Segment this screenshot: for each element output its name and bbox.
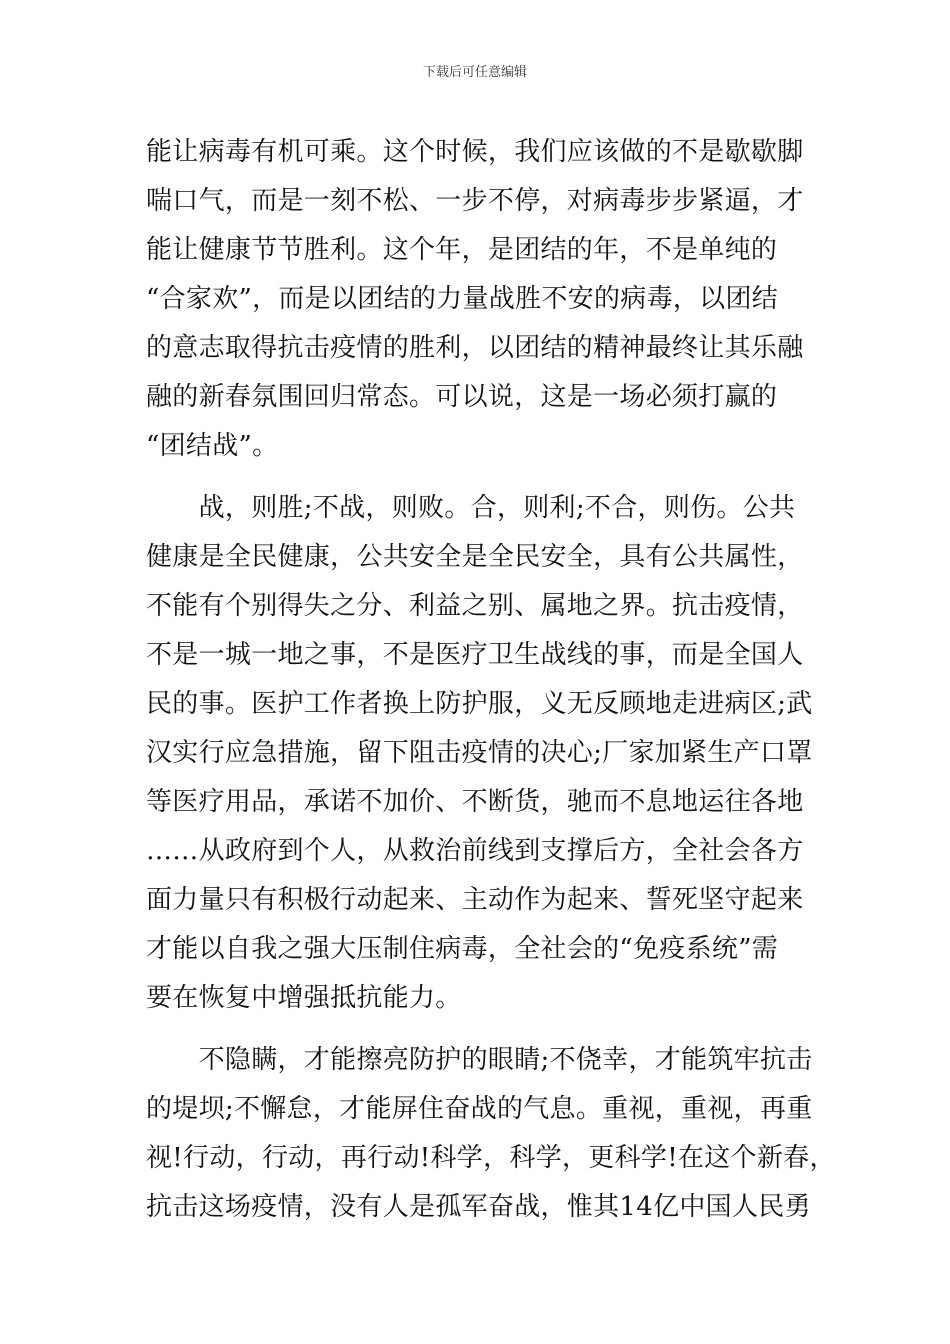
text-line: 融的新春氛围回归常态。可以说，这是一场必须打赢的 — [146, 382, 778, 412]
text-line: 汉实行应急措施，留下阻击疫情的决心;厂家加紧生产口罩 — [146, 738, 813, 768]
paragraph-1 — [146, 128, 836, 471]
text-line: “团结战”。 — [146, 431, 279, 461]
paragraph-spacer — [146, 471, 836, 484]
text-line: 抗击这场疫情，没有人是孤军奋战，惟其14亿中国人民勇 — [146, 1192, 811, 1222]
text-line: 战，则胜;不战，则败。合，则利;不合，则伤。公共 — [146, 493, 796, 523]
text-line: 不是一城一地之事，不是医疗卫生战线的事，而是全国人 — [146, 640, 804, 670]
text-line: 要在恢复中增强抵抗能力。 — [146, 983, 462, 1013]
text-line: 才能以自我之强大压制住病毒，全社会的“免疫系统”需 — [146, 934, 779, 964]
text-line: ……从政府到个人，从救治前线到支撑后方，全社会各方 — [146, 836, 804, 866]
text-line: 不能有个别得失之分、利益之别、属地之界。抗击疫情， — [146, 591, 804, 621]
text-line: 的堤坝;不懈怠，才能屏住奋战的气息。重视，重视，再重 — [146, 1094, 813, 1124]
text-line: 的意志取得抗击疫情的胜利，以团结的精神最终让其乐融 — [146, 333, 804, 363]
text-line: 能让病毒有机可乘。这个时候，我们应该做的不是歇歇脚 — [146, 137, 804, 167]
paragraph-3 — [146, 1036, 836, 1232]
text-line: 面力量只有积极行动起来、主动作为起来、誓死坚守起来 — [146, 885, 804, 915]
text-line: 视!行动，行动，再行动!科学，科学，更科学!在这个新春， — [146, 1143, 836, 1173]
text-line: 民的事。医护工作者换上防护服，义无反顾地走进病区;武 — [146, 689, 813, 719]
page-header — [0, 64, 950, 82]
header-text: 下载后可任意编辑 — [422, 65, 527, 80]
text-line: 不隐瞒，才能擦亮防护的眼睛;不侥幸，才能筑牢抗击 — [146, 1045, 813, 1075]
paragraph-spacer — [146, 1023, 836, 1036]
text-line: 喘口气，而是一刻不松、一步不停，对病毒步步紧逼，才 — [146, 186, 804, 216]
paragraph-2 — [146, 484, 836, 1023]
text-line: 等医疗用品，承诺不加价、不断货，驰而不息地运往各地 — [146, 787, 804, 817]
document-body — [146, 128, 836, 1232]
text-line: 能让健康节节胜利。这个年，是团结的年，不是单纯的 — [146, 235, 778, 265]
text-line: “合家欢”，而是以团结的力量战胜不安的病毒，以团结 — [146, 284, 779, 314]
text-line: 健康是全民健康，公共安全是全民安全，具有公共属性， — [146, 542, 804, 572]
